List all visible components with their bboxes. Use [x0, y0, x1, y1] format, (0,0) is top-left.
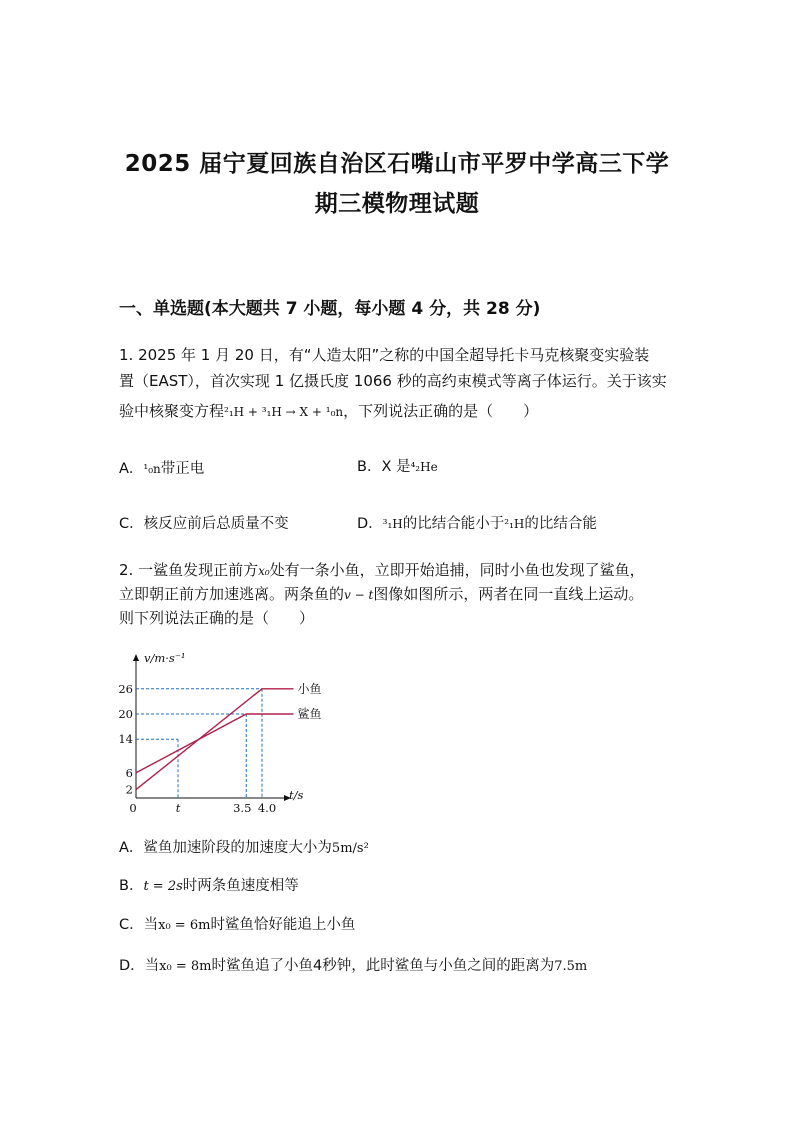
q1-line2: 置（EAST），首次实现 1 亿摄氏度 1066 秒的高约束模式等离子体运行。关于该实 — [119, 372, 667, 390]
q1-option-a-text: 带正电 — [160, 461, 205, 477]
series-line-shark — [136, 714, 294, 773]
q2-option-d[interactable] — [119, 954, 587, 975]
q2-option-c-label: C．当 — [119, 917, 159, 933]
vt-graph — [118, 650, 322, 815]
x-tick-label-0: 0 — [129, 801, 137, 815]
document-title-line2: 期三模物理试题 — [314, 191, 480, 217]
q1-line1: 1. 2025 年 1 月 20 日，有“人造太阳”之称的中国全超导托卡马克核聚变实验装 — [119, 346, 650, 364]
q1-line3 — [119, 400, 538, 421]
q1-option-d-label: D． — [357, 516, 383, 532]
q2-option-b[interactable] — [119, 874, 299, 895]
q1-option-b[interactable] — [357, 455, 438, 476]
x-tick-label-t: t — [175, 801, 181, 815]
q2-line2-var: v − t — [344, 588, 374, 602]
q2-option-b-value: t = 2s — [143, 879, 183, 894]
q2-line1 — [119, 559, 645, 580]
q1-option-d[interactable] — [357, 512, 597, 533]
q2-option-b-text: 时两条鱼速度相等 — [182, 878, 299, 894]
q1-line3-tail: ，下列说法正确的是（ ） — [343, 402, 539, 420]
series-label-small-fish: 小鱼 — [297, 681, 322, 696]
q2-line1-var: x₀ — [258, 564, 270, 578]
q1-option-a-label: A． — [119, 461, 144, 477]
y-tick-label-2: 2 — [125, 782, 133, 797]
q2-option-b-label: B． — [119, 878, 144, 894]
section-heading: 一、单选题(本大题共 7 小题，每小题 4 分，共 28 分) — [119, 299, 541, 319]
q2-option-a-text: A．鲨鱼加速阶段的加速度大小为 — [119, 840, 332, 856]
y-tick-label-6: 6 — [125, 765, 133, 780]
q2-option-d-end: 7.5m — [554, 959, 588, 974]
series-label-shark: 鲨鱼 — [297, 707, 322, 721]
q2-line2-tail: 图像如图所示，两者在同一直线上运动。 — [373, 585, 644, 603]
q2-option-c[interactable] — [119, 913, 355, 934]
y-axis-label: v/m·s⁻¹ — [144, 651, 186, 665]
q1-option-d-nuclide-1: ³₁H — [382, 517, 403, 531]
q1-option-a-nuclide: ¹₀n — [143, 462, 161, 476]
q2-option-c-value: x₀ = 6m — [158, 918, 211, 933]
q1-option-c[interactable]: C．核反应前后总质量不变 — [119, 516, 289, 532]
q2-option-d-label: D．当 — [119, 958, 160, 974]
q2-line3: 则下列说法正确的是（ ） — [119, 609, 315, 627]
x-tick-label-4-0: 4.0 — [257, 801, 277, 815]
q2-line2-text: 立即朝正前方加速逃离。两条鱼的 — [119, 585, 345, 603]
q1-option-d-end: 的比结合能 — [524, 516, 597, 532]
q2-line1-text: 2. 一鲨鱼发现正前方 — [119, 561, 259, 579]
y-tick-label-14: 14 — [118, 732, 133, 747]
x-tick-label-3-5: 3.5 — [233, 801, 252, 815]
q2-option-d-text: 时鲨鱼追了小鱼4秒钟，此时鲨鱼与小鱼之间的距离为 — [211, 958, 555, 974]
q2-line1-tail: 处有一条小鱼，立即开始追捕，同时小鱼也发现了鲨鱼， — [269, 561, 645, 579]
series-line-small-fish — [136, 689, 294, 790]
q1-option-d-nuclide-2: ²₁H — [504, 517, 525, 531]
document-title-line1: 2025 届宁夏回族自治区石嘴山市平罗中学高三下学 — [124, 151, 670, 177]
q1-option-a[interactable] — [119, 457, 204, 478]
x-axis-label: t/s — [289, 788, 304, 802]
y-tick-label-26: 26 — [118, 681, 133, 696]
q1-option-b-nuclide: ⁴₂He — [410, 460, 438, 474]
q2-option-d-value: x₀ = 8m — [159, 959, 212, 974]
q2-line2 — [119, 583, 643, 604]
q1-equation: ²₁H + ³₁H → X + ¹₀n — [224, 405, 344, 419]
q2-option-a-value: 5m/s² — [331, 841, 369, 856]
q2-option-a[interactable] — [119, 836, 369, 857]
y-axis-arrow — [133, 654, 139, 661]
q1-option-d-mid: 的比结合能小于 — [402, 516, 505, 532]
y-tick-label-20: 20 — [118, 707, 133, 721]
q1-line3-text: 验中核聚变方程 — [119, 402, 225, 420]
q2-option-c-text: 时鲨鱼恰好能追上小鱼 — [210, 917, 356, 933]
q1-option-b-label: B．X 是 — [357, 459, 411, 475]
